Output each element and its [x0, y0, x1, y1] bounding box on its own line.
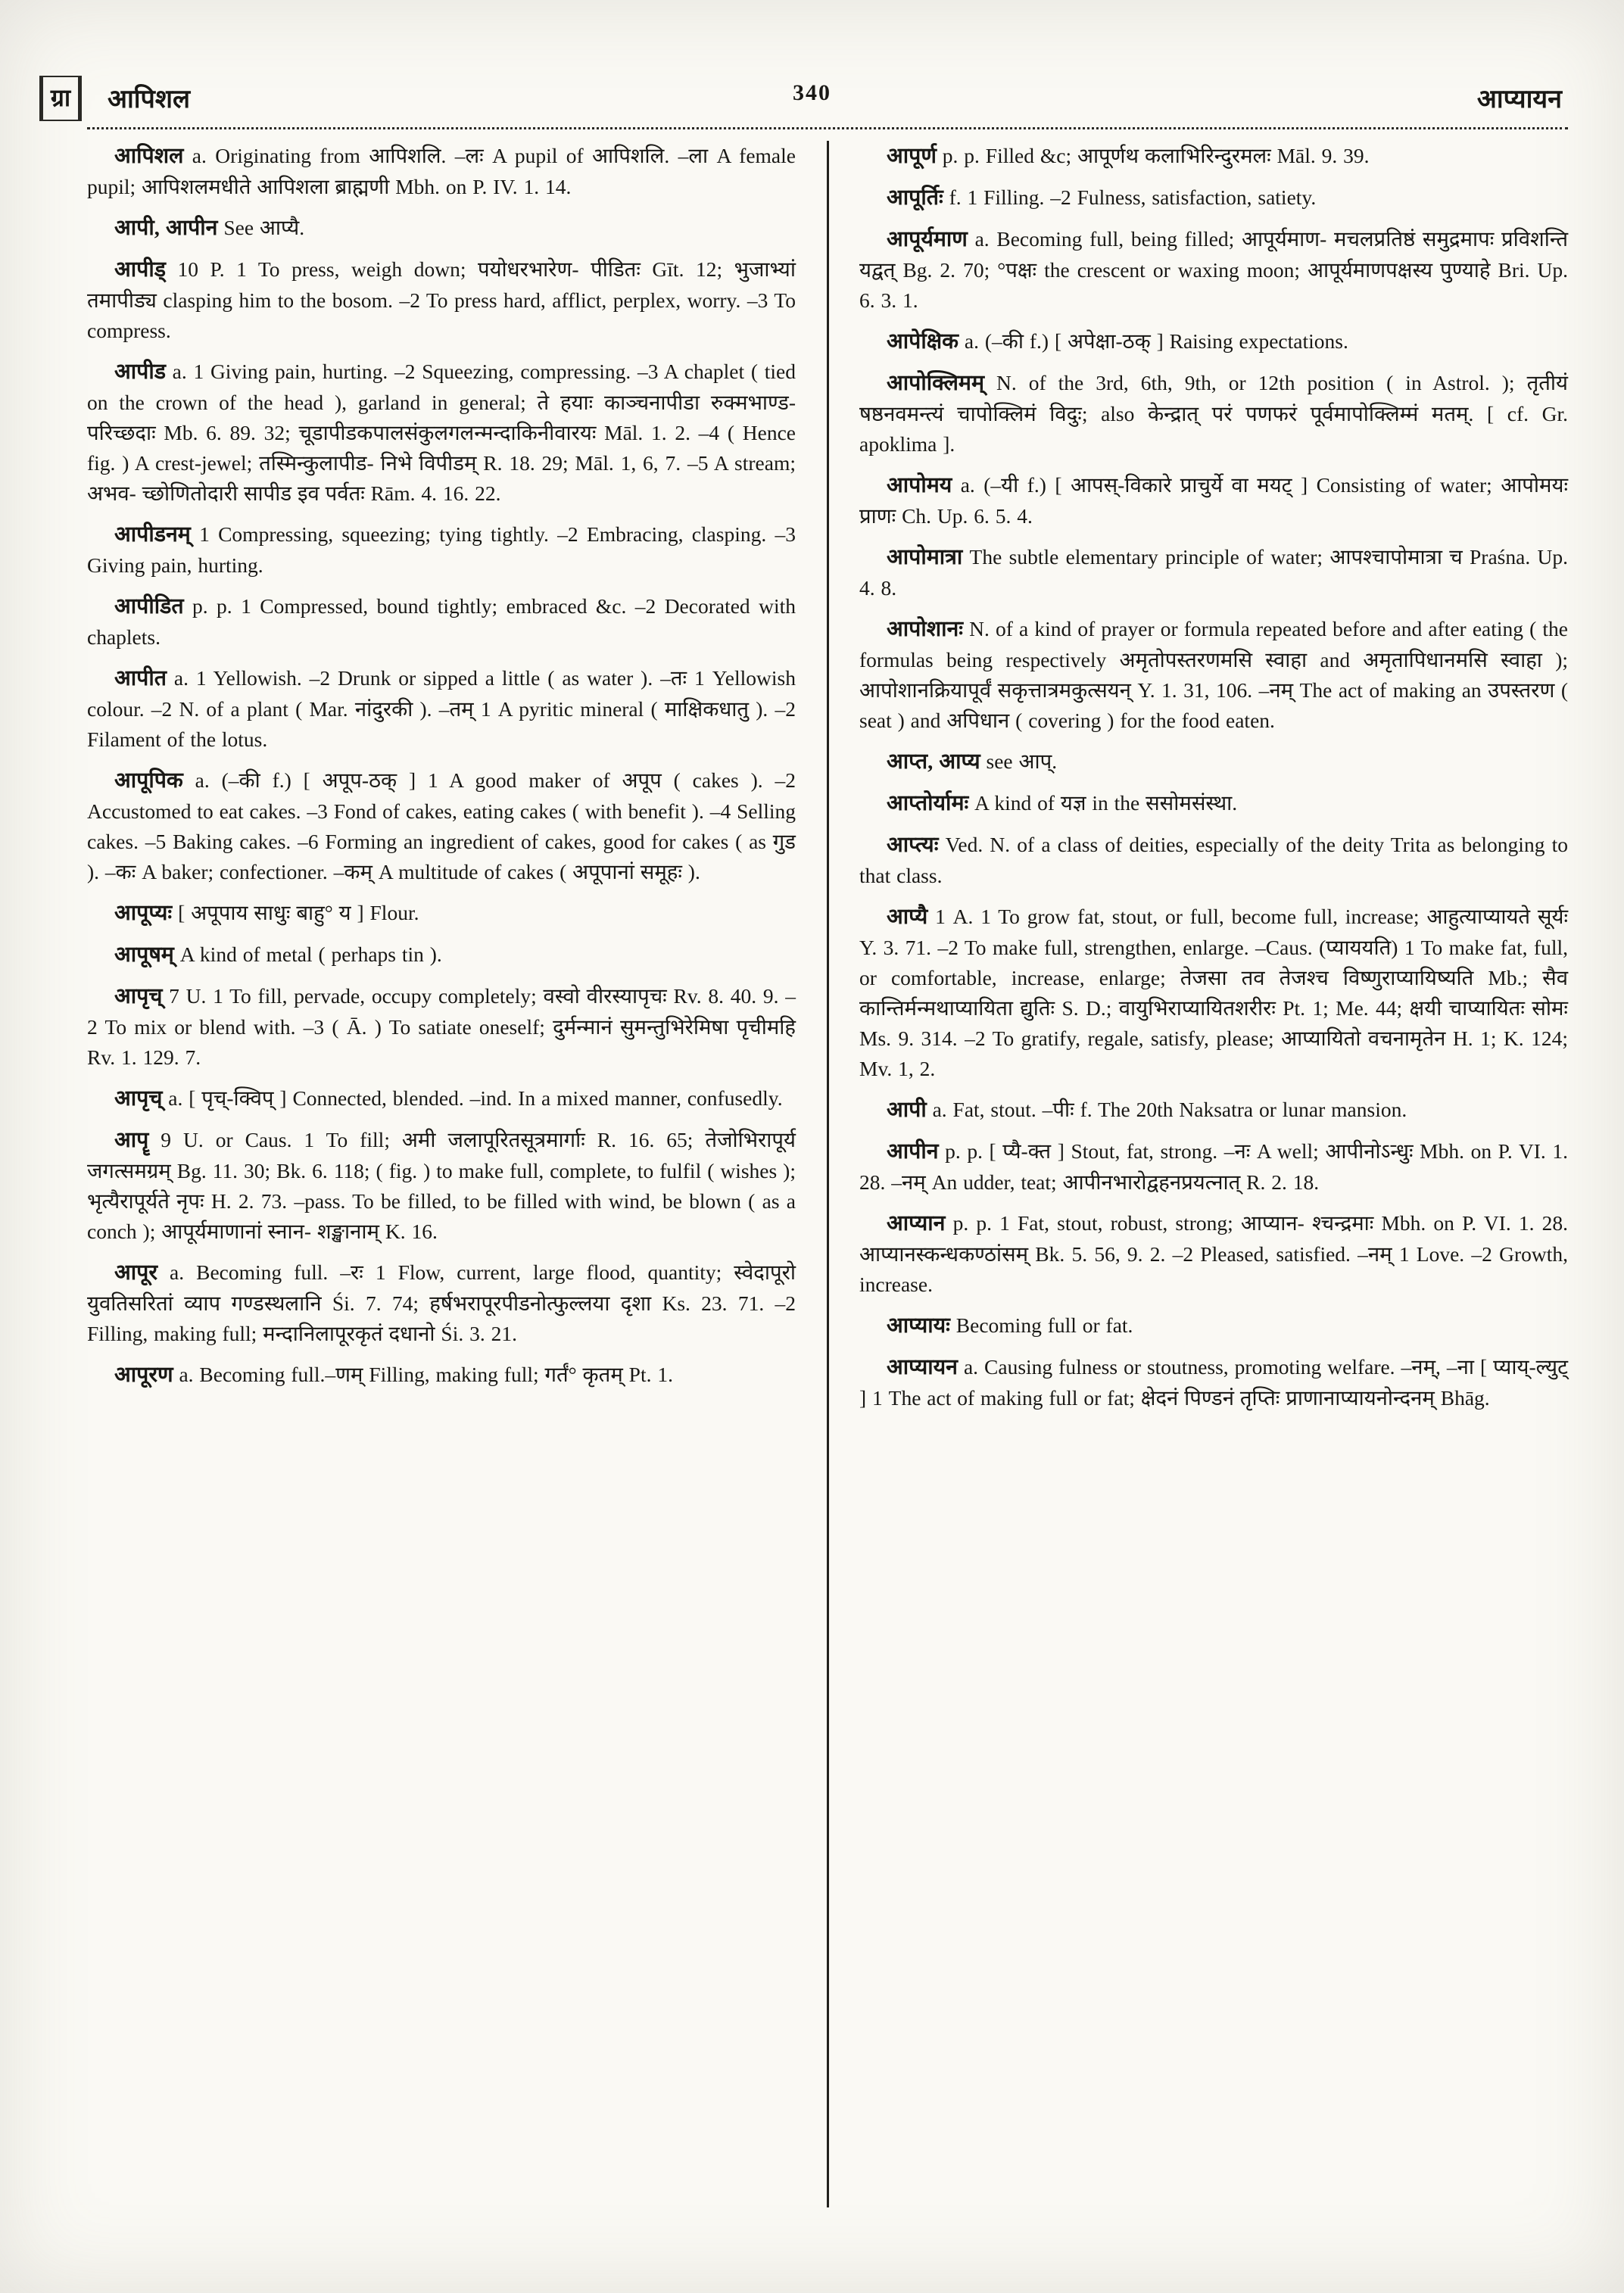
dictionary-entry: आप्यायन a. Causing fulness or stoutness, promoting welfare. –नम्, –ना [ प्याय्-ल्युट् ] 1 The act of making full or fat; क्षेदनं पिण्डनं तृप्तिः प्राणानाप्यायनोन्दनम् Bhāg. [859, 1355, 1568, 1410]
dictionary-entry: आपीड a. 1 Giving pain, hurting. –2 Squeezing, compressing. –3 A chaplet ( tied on the crown of the head ), garland in general; ते हयाः काञ्चनापीडा रुक्मभाण्ड- परिच्छदाः Mb. 6. 89. 32; चूडापीडकपालसंकुलगलन्मन्दाकिनीवारयः Māl. 1. 2. –4 ( Hence fig. ) A crest-jewel; तस्मिन्कुलापीड- निभे विपीडम् R. 18. 29; Māl. 1, 6, 7. –5 A stream; अभव- च्छोणितोदारी सापीड इव पर्वतः Rām. 4. 16. 22. [87, 360, 796, 505]
dictionary-entry: आपृच् 7 U. 1 To fill, pervade, occupy completely; वस्वो वीरस्यापृचः Rv. 8. 40. 9. –2 To mix or blend with. –3 ( Ā. ) To satiate oneself; दुर्मन्मानं सुमन्तुभिरेमिषा पृचीमहि Rv. 1. 129. 7. [87, 984, 796, 1069]
entry-headword: आपूषम् [114, 943, 174, 967]
dictionary-entry: आपोक्लिमम् N. of the 3rd, 6th, 9th, or 12th position ( in Astrol. ); तृतीयं षष्ठनवमन्त्यं चापोक्लिमं विदुः; also केन्द्रात् परं पणफरं पूर्वमापोक्लिम्मं मतम्. [ cf. Gr. apoklima ]. [859, 371, 1568, 456]
dictionary-entry: आपेक्षिक a. (–की f.) [ अपेक्षा-ठक् ] Raising expectations. [887, 329, 1348, 354]
header-rule [87, 127, 1568, 129]
dictionary-entry: आपूषम् A kind of metal ( perhaps tin ). [114, 942, 442, 967]
entry-headword: आपूर्तिः [887, 186, 943, 210]
entry-headword: आप्यायः [887, 1314, 950, 1338]
dictionary-entry: आपूर a. Becoming full. –रः 1 Flow, current, large flood, quantity; स्वेदापूरो युवतिसरितां व्याप गण्डस्थलानि Śi. 7. 74; हर्षभरापूरपीडनोत्फुल्लया दृशा Ks. 23. 71. –2 Filling, making full; मन्दानिलापूरकृतं दधानो Śi. 3. 21. [87, 1260, 796, 1345]
column-divider [827, 141, 829, 2207]
header-left-catchword: आपिशल [108, 86, 191, 114]
entry-headword: आपीडित [114, 595, 184, 618]
dictionary-entry: आपिशल a. Originating from आपिशलि. –लः A pupil of आपिशलि. –ला A female pupil; आपिशलमधीते आपिशला ब्राह्मणी Mbh. on P. IV. 1. 14. [87, 144, 796, 198]
entry-headword: आप्यै [887, 905, 928, 929]
entry-headword: आपूपिक [114, 769, 183, 793]
entry-headword: आपिशल [114, 145, 184, 168]
entry-headword: आपोक्लिमम् [887, 372, 985, 395]
entry-headword: आप्तोर्यामः [887, 792, 969, 815]
left-column [87, 141, 796, 2207]
entry-headword: आप्त्यः [887, 833, 939, 857]
dictionary-entry: आपीत a. 1 Yellowish. –2 Drunk or sipped a little ( as water ). –तः 1 Yellowish colour. –2 N. of a plant ( Mar. नांदुरकी ). –तम् 1 A pyritic mineral ( माक्षिकधातु ). –2 Filament of the lotus. [87, 666, 796, 751]
column-gap [796, 141, 859, 2207]
entry-headword: आपूरण [114, 1363, 173, 1387]
dictionary-entry: आपीडनम् 1 Compressing, squeezing; tying tightly. –2 Embracing, clasping. –3 Giving pain, hurting. [87, 522, 796, 577]
entry-headword: आपोशानः [887, 618, 964, 641]
dictionary-entry: आप्यान p. p. 1 Fat, stout, robust, strong; आप्यान- श्चन्द्रमाः Mbh. on P. VI. 1. 28. आप्यानस्कन्धकण्ठांसम् Bk. 5. 56, 9. 2. –2 Pleased, satisfied. –नम् 1 Love. –2 Growth, increase. [859, 1211, 1568, 1296]
dictionary-entry: आपीन p. p. [ प्यै-क्त ] Stout, fat, strong. –नः A well; आपीनोऽन्धुः Mbh. on P. VI. 1. 28. –नम् An udder, teat; आपीनभारोद्वहनप्रयत्नात् R. 2. 18. [859, 1139, 1568, 1194]
entry-headword: आपूर्यमाण [887, 228, 968, 251]
dictionary-entry: आपृच् a. [ पृच्-क्विप् ] Connected, blended. –ind. In a mixed manner, confusedly. [114, 1086, 783, 1111]
entry-headword: आपूप्यः [114, 902, 173, 925]
entry-headword: आपूर [114, 1261, 157, 1285]
entry-headword: आपीड् [114, 258, 166, 282]
dictionary-entry: आप्त, आप्य see आप्. [887, 749, 1058, 774]
dictionary-entry: आप्यै 1 A. 1 To grow fat, stout, or full, become full, increase; आहुत्याप्यायते सूर्यः Y. 3. 71. –2 To make full, strengthen, enlarge. –Caus. (प्याययति) 1 To make fat, full, or comfortable, increase, enlarge; तेजसा तव तेजश्च विष्णुराप्यायिष्यति Mb.; सैव कान्तिर्मन्मथाप्यायिता द्युतिः S. D.; वायुभिराप्यायितशरीरः Pt. 1; Me. 44; क्षयी चाप्यायितः सोमः Ms. 9. 314. –2 To gratify, regale, satisfy, please; आप्यायितो वचनामृतेन H. 1; K. 124; Mv. 1, 2. [859, 905, 1568, 1080]
dictionary-entry: आप्तोर्यामः A kind of यज्ञ in the ससोमसंस्था. [887, 791, 1238, 815]
dictionary-entry: आपूप्यः [ अपूपाय साधुः बाहु° य ] Flour. [114, 901, 419, 925]
entry-headword: आपृच् [114, 985, 163, 1008]
entry-headword: आपीत [114, 667, 167, 690]
entry-headword: आपृच् [114, 1087, 163, 1111]
entry-headword: आपीड [114, 360, 166, 384]
page-header [0, 74, 1624, 120]
dictionary-entry: आपी, आपीन See आप्यै. [114, 216, 305, 240]
dictionary-entry: आपोशानः N. of a kind of prayer or formula repeated before and after eating ( the formulas being respectively अमृतोपस्तरणमसि स्वाहा and अमृतापिधानमसि स्वाहा ); आपोशानक्रियापूर्वं सकृत्तात्रमकुत्सयन् Y. 1. 31, 106. –नम् The act of making an उपस्तरण ( seat ) and अपिधान ( covering ) for the food eaten. [859, 617, 1568, 732]
entry-headword: आपॄ [114, 1129, 149, 1152]
page-number: 340 [793, 80, 831, 105]
dictionary-entry: आपूपिक a. (–की f.) [ अपूप-ठक् ] 1 A good maker of अपूप ( cakes ). –2 Accustomed to eat cakes. –3 Fond of cakes, eating cakes ( with benefit ). –4 Selling cakes. –5 Baking cakes. –6 Forming an ingredient of cakes, good for cakes ( as गुड ). –कः A baker; confectioner. –कम् A multitude of cakes ( अपूपानां समूहः ). [87, 768, 796, 883]
entry-headword: आपेक्षिक [887, 330, 959, 354]
dictionary-entry: आपूर्ण p. p. Filled &c; आपूर्णथ कलाभिरिन्दुरमलः Māl. 9. 39. [887, 144, 1370, 168]
dictionary-entry: आपूर्यमाण a. Becoming full, being filled; आपूर्यमाण- मचलप्रतिष्ठं समुद्रमापः प्रविशन्ति यद्वत् Bg. 2. 70; °पक्षः the crescent or waxing moon; आपूर्यमाणपक्षस्य पुण्याहे Bri. Up. 6. 3. 1. [859, 227, 1568, 312]
entry-headword: आपीडनम् [114, 523, 191, 547]
dictionary-entry: आपी a. Fat, stout. –पीः f. The 20th Naksatra or lunar mansion. [887, 1098, 1407, 1122]
entry-headword: आपी, आपीन [114, 217, 218, 240]
dictionary-entry: आपीडित p. p. 1 Compressed, bound tightly; embraced &c. –2 Decorated with chaplets. [87, 594, 796, 649]
dictionary-entry: आपोमात्रा The subtle elementary principle of water; आपश्चापोमात्रा च Praśna. Up. 4. 8. [859, 545, 1568, 600]
header-right-catchword: आप्यायन [1476, 86, 1562, 114]
dictionary-columns [87, 141, 1568, 2207]
entry-headword: आपूर्ण [887, 145, 937, 168]
entry-headword: आप्यायन [887, 1356, 958, 1379]
entry-headword: आपोमय [887, 474, 952, 497]
entry-headword: आप्यान [887, 1212, 946, 1235]
dictionary-entry: आपूरण a. Becoming full.–णम् Filling, making full; गर्तं° कृतम् Pt. 1. [114, 1363, 673, 1387]
dictionary-entry: आपोमय a. (–यी f.) [ आपस्-विकारे प्राचुर्ये वा मयट् ] Consisting of water; आपोमयः प्राणः Ch. Up. 6. 5. 4. [859, 473, 1568, 528]
entry-headword: आप्त, आप्य [887, 750, 980, 774]
signature-mark: ग्रा [39, 76, 82, 121]
right-column [859, 141, 1568, 2207]
entry-headword: आपोमात्रा [887, 546, 963, 569]
dictionary-entry: आपीड् 10 P. 1 To press, weigh down; पयोधरभारेण- पीडितः Gīt. 12; भुजाभ्यां तमापीड्य clasping him to the bosom. –2 To press hard, afflict, perplex, worry. –3 To compress. [87, 257, 796, 342]
entry-headword: आपीन [887, 1140, 939, 1164]
dictionary-entry: आप्त्यः Ved. N. of a class of deities, especially of the deity Trita as belonging to that class. [859, 833, 1568, 887]
dictionary-entry: आपूर्तिः f. 1 Filling. –2 Fulness, satisfaction, satiety. [887, 185, 1317, 210]
entry-headword: आपी [887, 1098, 927, 1122]
dictionary-entry: आपॄ 9 U. or Caus. 1 To fill; अमी जलापूरितसूत्रमार्गाः R. 16. 65; तेजोभिरापूर्य जगत्समग्रम् Bg. 11. 30; Bk. 6. 118; ( fig. ) to make full, complete, to fulfil ( wishes ); भृत्यैरापूर्यते नृपः H. 2. 73. –pass. To be filled, to be filled with wind, be blown ( as a conch ); आपूर्यमाणानां स्नान- शङ्खानाम् K. 16. [87, 1128, 796, 1243]
dictionary-entry: आप्यायः Becoming full or fat. [887, 1313, 1133, 1338]
